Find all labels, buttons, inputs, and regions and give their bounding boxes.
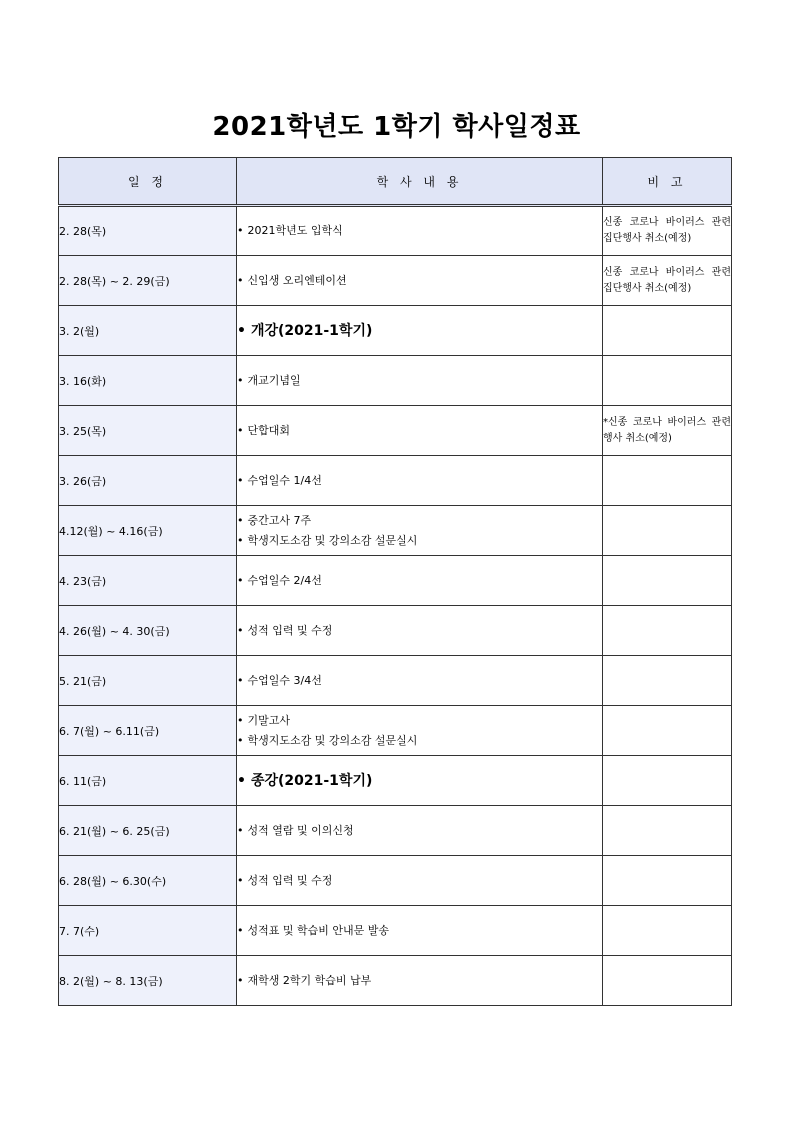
table-row [59,606,732,656]
schedule-note [603,806,732,856]
schedule-note: 신종 코로나 바이러스 관련 집단행사 취소(예정) [603,206,732,256]
header-note: 비 고 [603,158,732,206]
bullet-icon: • [237,224,244,237]
schedule-note [603,956,732,1006]
table-row [59,656,732,706]
table-row [59,806,732,856]
header-content: 학 사 내 용 [237,158,603,206]
schedule-item-text: 성적표 및 학습비 안내문 발송 [247,923,389,937]
schedule-content [237,756,603,806]
schedule-item [237,511,602,531]
schedule-date: 3. 2(월) [59,306,237,356]
schedule-item [237,271,602,291]
schedule-item-text: 수업일수 1/4선 [247,473,322,487]
schedule-item [237,871,602,891]
schedule-item [237,531,602,551]
schedule-content [237,356,603,406]
schedule-item-text: 기말고사 [247,713,291,727]
bullet-icon: • [237,923,244,937]
bullet-icon: • [237,713,244,727]
schedule-item-text: 성적 입력 및 수정 [247,623,333,637]
table-row [59,856,732,906]
schedule-body [59,206,732,1006]
schedule-note [603,656,732,706]
bullet-icon: • [237,322,246,339]
schedule-item [237,971,602,991]
schedule-date: 5. 21(금) [59,656,237,706]
bullet-icon: • [237,533,244,547]
schedule-date: 6. 11(금) [59,756,237,806]
schedule-content [237,456,603,506]
schedule-item [237,821,602,841]
bullet-icon: • [237,273,244,287]
schedule-note: 신종 코로나 바이러스 관련 집단행사 취소(예정) [603,256,732,306]
schedule-content [237,256,603,306]
schedule-content [237,856,603,906]
schedule-item-text: 신입생 오리엔테이션 [247,273,347,287]
table-row [59,206,732,256]
schedule-item [237,471,602,491]
bullet-icon: • [237,373,244,387]
table-row [59,456,732,506]
schedule-content [237,406,603,456]
schedule-item-text: 성적 입력 및 수정 [247,873,333,887]
schedule-item [237,371,602,391]
schedule-item [237,571,602,591]
schedule-date: 8. 2(월) ~ 8. 13(금) [59,956,237,1006]
schedule-item [237,731,602,751]
table-row [59,706,732,756]
schedule-item-text: 개강(2021-1학기) [250,322,373,339]
schedule-content [237,956,603,1006]
schedule-note [603,306,732,356]
bullet-icon: • [237,772,246,789]
schedule-note [603,356,732,406]
schedule-content [237,506,603,556]
schedule-item-text: 종강(2021-1학기) [250,772,373,789]
schedule-date: 6. 7(월) ~ 6.11(금) [59,706,237,756]
bullet-icon: • [237,973,244,987]
schedule-note [603,856,732,906]
schedule-note: *신종 코로나 바이러스 관련 행사 취소(예정) [603,406,732,456]
schedule-item [237,711,602,731]
schedule-content [237,906,603,956]
table-row [59,356,732,406]
schedule-item-text: 성적 열람 및 이의신청 [247,823,354,837]
schedule-date: 3. 16(화) [59,356,237,406]
schedule-date: 4. 26(월) ~ 4. 30(금) [59,606,237,656]
schedule-table [58,157,732,1006]
schedule-date: 3. 25(목) [59,406,237,456]
table-header-row [59,158,732,206]
bullet-icon: • [237,733,244,747]
table-row [59,256,732,306]
bullet-icon: • [237,573,244,587]
bullet-icon: • [237,473,244,487]
schedule-item-text: 단합대회 [247,423,291,437]
schedule-note [603,706,732,756]
bullet-icon: • [237,873,244,887]
schedule-date: 3. 26(금) [59,456,237,506]
schedule-item [237,771,602,791]
schedule-note [603,906,732,956]
schedule-content [237,606,603,656]
schedule-date: 7. 7(수) [59,906,237,956]
table-row [59,556,732,606]
schedule-content [237,656,603,706]
bullet-icon: • [237,513,244,527]
table-row [59,906,732,956]
schedule-content [237,306,603,356]
schedule-note [603,456,732,506]
page-title: 2021학년도 1학기 학사일정표 [212,112,581,142]
schedule-item-text: 학생지도소감 및 강의소감 설문실시 [247,533,418,547]
schedule-item-text: 재학생 2학기 학습비 납부 [247,973,372,987]
schedule-item [237,421,602,441]
table-row [59,506,732,556]
schedule-item [237,221,602,241]
schedule-content [237,206,603,256]
bullet-icon: • [237,423,244,437]
schedule-note [603,756,732,806]
table-row [59,756,732,806]
schedule-date: 6. 21(월) ~ 6. 25(금) [59,806,237,856]
schedule-date: 2. 28(목) ~ 2. 29(금) [59,256,237,306]
schedule-item-text: 중간고사 7주 [247,513,312,527]
schedule-date: 2. 28(목) [59,206,237,256]
schedule-date: 4. 23(금) [59,556,237,606]
schedule-date: 6. 28(월) ~ 6.30(수) [59,856,237,906]
table-row [59,956,732,1006]
schedule-item [237,921,602,941]
bullet-icon: • [237,823,244,837]
schedule-item [237,671,602,691]
table-row [59,306,732,356]
table-row [59,406,732,456]
schedule-date: 4.12(월) ~ 4.16(금) [59,506,237,556]
schedule-content [237,556,603,606]
schedule-item-text: 학생지도소감 및 강의소감 설문실시 [247,733,418,747]
schedule-item-text: 수업일수 2/4선 [247,573,322,587]
bullet-icon: • [237,673,244,687]
header-date: 일 정 [59,158,237,206]
schedule-content [237,806,603,856]
schedule-item-text: 수업일수 3/4선 [247,673,322,687]
schedule-item-text: 2021학년도 입학식 [247,224,343,237]
schedule-item-text: 개교기념일 [247,373,301,387]
schedule-note [603,506,732,556]
schedule-note [603,556,732,606]
schedule-note [603,606,732,656]
schedule-content [237,706,603,756]
bullet-icon: • [237,623,244,637]
schedule-item [237,621,602,641]
schedule-item [237,321,602,341]
